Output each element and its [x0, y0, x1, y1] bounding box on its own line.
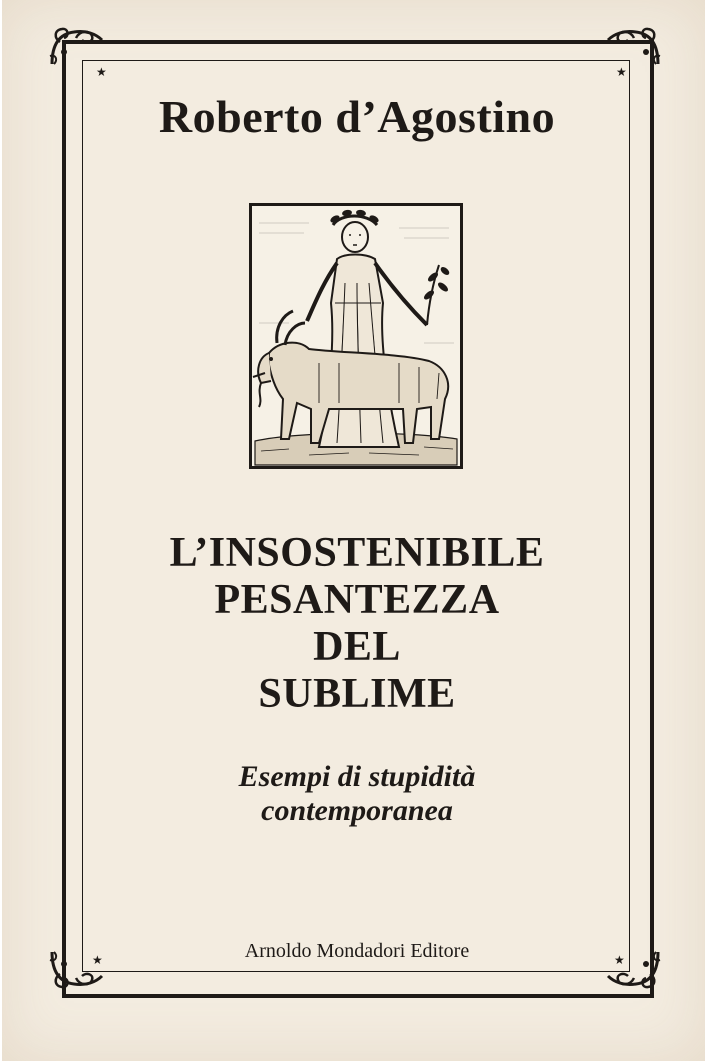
star-icon: ★ [614, 953, 625, 967]
title-line: DEL [313, 624, 401, 670]
inner-border-frame [82, 60, 630, 972]
subtitle-line: contemporanea [261, 794, 453, 827]
corner-ornament-icon [606, 24, 664, 68]
title-line: PESANTEZZA [214, 577, 500, 623]
star-icon: ★ [92, 953, 103, 967]
title-line: SUBLIME [258, 671, 456, 717]
title-line: L’INSOSTENIBILE [169, 530, 545, 576]
book-title [92, 530, 622, 718]
star-icon: ★ [96, 65, 107, 79]
star-icon: ★ [616, 65, 627, 79]
author-name: Roberto d’Agostino [158, 91, 556, 142]
book-subtitle [92, 760, 622, 828]
book-cover [2, 0, 705, 1061]
publisher-name: Arnoldo Mondadori Editore [244, 940, 470, 962]
subtitle-line: Esempi di stupidità [238, 760, 476, 793]
corner-ornament-icon [46, 24, 104, 68]
woodcut-woman-with-goat-icon [249, 203, 463, 469]
